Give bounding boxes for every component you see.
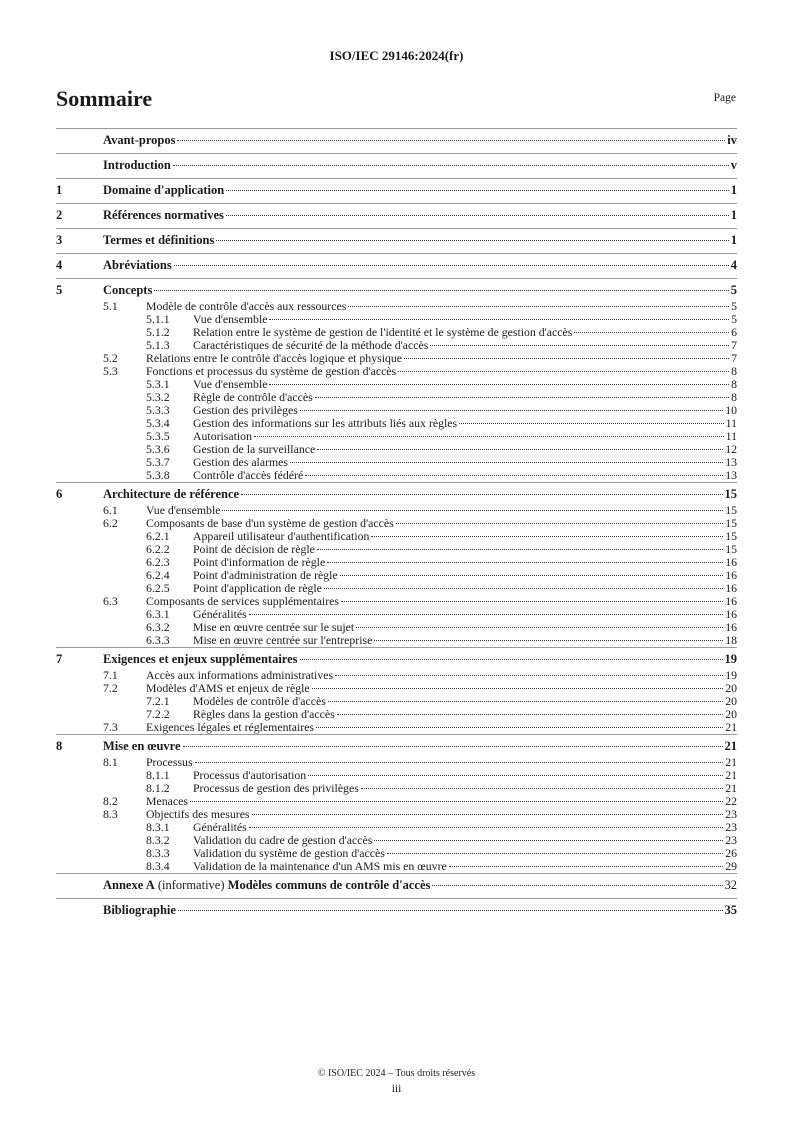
page-title: Sommaire	[56, 86, 153, 111]
toc-entry-page: 11	[725, 416, 737, 430]
toc-entry-number: 6.1	[103, 503, 118, 517]
toc-entry-number: 8.2	[103, 794, 118, 808]
dot-leader	[290, 462, 723, 463]
toc-entry-number: 4	[56, 258, 63, 272]
dot-leader	[335, 675, 723, 676]
dot-leader	[174, 265, 729, 266]
toc-entry-page: 16	[725, 620, 737, 634]
toc-entry-title: Appareil utilisateur d'authentification	[193, 529, 370, 543]
toc-entry-page: 15	[724, 487, 737, 501]
toc-entry-number: 5.1.2	[146, 325, 170, 339]
toc-entry-number: 8.1.1	[146, 768, 170, 782]
dot-leader	[269, 319, 729, 320]
annex-label: Annexe A	[103, 878, 155, 892]
dot-leader	[404, 358, 729, 359]
table-of-contents	[56, 124, 737, 923]
dot-leader	[449, 866, 723, 867]
toc-entry-number: 5.3.1	[146, 377, 170, 391]
toc-entry-page: 15	[725, 529, 737, 543]
toc-entry-number: 7.3	[103, 720, 118, 734]
dot-leader	[300, 410, 723, 411]
toc-entry-title: Mise en œuvre centrée sur le sujet	[193, 620, 355, 634]
toc-entry-title: Avant-propos	[103, 133, 176, 147]
toc-entry-number: 8.3.4	[146, 859, 170, 873]
toc-entry-page: 15	[725, 516, 737, 530]
toc-entry-number: 6.2.3	[146, 555, 170, 569]
dot-leader	[328, 701, 723, 702]
toc-entry-title: Validation de la maintenance d'un AMS mis en œuvre	[193, 859, 447, 873]
page-column-label: Page	[713, 92, 736, 104]
toc-entry[interactable]	[56, 228, 737, 253]
toc-entry-title: Domaine d'application	[103, 183, 225, 197]
toc-entry-title: Abréviations	[103, 258, 172, 272]
toc-entry-number: 6.3	[103, 594, 118, 608]
annex-title: Modèles communs de contrôle d'accès	[227, 878, 431, 892]
dot-leader	[177, 140, 725, 141]
toc-entry-page: 19	[724, 652, 737, 666]
toc-entry-page: 22	[725, 794, 737, 808]
dot-leader	[226, 190, 729, 191]
toc-entry-title: Relations entre le contrôle d'accès logique et physique	[146, 351, 403, 365]
toc-entry-number: 8.3.2	[146, 833, 170, 847]
toc-entry[interactable]	[56, 860, 737, 873]
toc-entry-page: 5	[730, 283, 737, 297]
dot-leader	[173, 165, 729, 166]
toc-entry-page: 7	[731, 338, 737, 352]
toc-entry-number: 5.1.1	[146, 312, 170, 326]
toc-entry[interactable]	[56, 469, 737, 482]
dot-leader	[430, 345, 729, 346]
toc-entry-title: Processus de gestion des privilèges	[193, 781, 359, 795]
toc-entry-title: Point de décision de règle	[193, 542, 315, 556]
toc-entry-number: 8.3.1	[146, 820, 170, 834]
toc-entry-title: Contrôle d'accès fédéré	[193, 468, 304, 482]
toc-entry-number: 1	[56, 183, 63, 197]
toc-entry-title: Processus	[146, 755, 193, 769]
toc-entry-title: Introduction	[103, 158, 171, 172]
toc-entry[interactable]	[56, 634, 737, 647]
dot-leader	[154, 290, 728, 291]
dot-leader	[337, 714, 724, 715]
toc-entry-page: 26	[725, 846, 737, 860]
toc-entry-title: Composants de services supplémentaires	[146, 594, 339, 608]
toc-entry[interactable]	[56, 253, 737, 278]
dot-leader	[574, 332, 729, 333]
toc-entry-number: 5	[56, 283, 63, 297]
toc-entry-page: 23	[725, 833, 737, 847]
toc-entry-title: Composants de base d'un système de gestion d'accès	[146, 516, 394, 530]
dot-leader	[327, 562, 723, 563]
toc-entry-page: 16	[725, 594, 737, 608]
toc-entry-title: Modèles d'AMS et enjeux de règle	[146, 681, 310, 695]
toc-entry-page: 8	[731, 390, 737, 404]
toc-entry-title: Mise en œuvre	[103, 739, 181, 753]
toc-entry-page: 21	[725, 720, 737, 734]
toc-entry-page: 19	[725, 668, 737, 682]
toc-entry-number: 5.3.7	[146, 455, 170, 469]
toc-entry-page: 13	[725, 468, 737, 482]
toc-entry-page: 4	[730, 258, 737, 272]
copyright-notice: © ISO/IEC 2024 – Tous droits réservés	[317, 1068, 476, 1079]
toc-entry-title: Point d'administration de règle	[193, 568, 338, 582]
toc-entry-title: Point d'application de règle	[193, 581, 322, 595]
toc-entry-number: 5.3	[103, 364, 118, 378]
toc-entry-title: Fonctions et processus du système de gestion d'accès	[146, 364, 397, 378]
toc-entry-title: Références normatives	[103, 208, 224, 222]
toc-entry-page: 10	[725, 403, 737, 417]
toc-entry[interactable]	[56, 721, 737, 734]
dot-leader	[361, 788, 723, 789]
dot-leader	[269, 384, 729, 385]
dot-leader	[222, 510, 723, 511]
toc-entry-page: 20	[725, 707, 737, 721]
dot-leader	[374, 840, 723, 841]
dot-leader	[300, 659, 723, 660]
dot-leader	[387, 853, 723, 854]
toc-entry-title: Modèle de contrôle d'accès aux ressources	[146, 299, 347, 313]
toc-entry-number: 6	[56, 487, 63, 501]
toc-entry-page: 23	[725, 820, 737, 834]
dot-leader	[195, 762, 724, 763]
toc-entry-number: 6.3.1	[146, 607, 170, 621]
toc-entry[interactable]	[56, 153, 737, 178]
toc-entry-page: 11	[725, 429, 737, 443]
toc-entry-title	[103, 878, 430, 893]
toc-entry-title: Point d'information de règle	[193, 555, 326, 569]
toc-entry-number: 5.2	[103, 351, 118, 365]
dot-leader	[317, 449, 723, 450]
toc-entry-title: Objectifs des mesures	[146, 807, 250, 821]
toc-entry[interactable]	[56, 873, 737, 898]
toc-entry-number: 8	[56, 739, 63, 753]
toc-entry-title: Gestion des alarmes	[193, 455, 289, 469]
toc-entry-page: 5	[731, 299, 737, 313]
toc-entry-title: Validation du système de gestion d'accès	[193, 846, 385, 860]
toc-entry-title: Relation entre le système de gestion de l'identité et le système de gestion d'accès	[193, 325, 573, 339]
dot-leader	[374, 640, 723, 641]
toc-entry-page: 8	[731, 364, 737, 378]
toc-entry-page: 16	[725, 581, 737, 595]
page-number: iii	[391, 1083, 402, 1095]
toc-entry-number: 6.2.2	[146, 542, 170, 556]
toc-entry-number: 7.2	[103, 681, 118, 695]
toc-entry-number: 2	[56, 208, 63, 222]
toc-entry-title: Vue d'ensemble	[193, 377, 268, 391]
dot-leader	[396, 523, 724, 524]
toc-entry-title: Exigences et enjeux supplémentaires	[103, 652, 298, 666]
toc-entry-title: Autorisation	[193, 429, 252, 443]
dot-leader	[249, 614, 723, 615]
toc-entry-page: 16	[725, 555, 737, 569]
toc-entry-number: 5.3.3	[146, 403, 170, 417]
dot-leader	[252, 814, 724, 815]
toc-entry-number: 5.3.4	[146, 416, 170, 430]
toc-entry-title: Généralités	[193, 820, 247, 834]
dot-leader	[249, 827, 723, 828]
toc-entry-page: 13	[725, 455, 737, 469]
toc-entry-number: 6.2.4	[146, 568, 170, 582]
toc-entry[interactable]	[56, 898, 737, 923]
dot-leader	[356, 627, 723, 628]
toc-entry[interactable]	[56, 128, 737, 153]
toc-entry-number: 7.2.2	[146, 707, 170, 721]
toc-entry-page: 21	[725, 768, 737, 782]
toc-entry-title: Validation du cadre de gestion d'accès	[193, 833, 373, 847]
toc-entry-number: 7.1	[103, 668, 118, 682]
toc-entry-title: Bibliographie	[103, 903, 176, 917]
toc-entry-page: 20	[725, 681, 737, 695]
toc-entry-title: Exigences légales et réglementaires	[146, 720, 315, 734]
dot-leader	[305, 475, 723, 476]
toc-entry-page: 16	[725, 568, 737, 582]
dot-leader	[324, 588, 723, 589]
dot-leader	[316, 727, 723, 728]
dot-leader	[371, 536, 723, 537]
toc-entry-page: 18	[725, 633, 737, 647]
toc-entry-number: 5.3.5	[146, 429, 170, 443]
toc-entry-page: 35	[724, 903, 737, 917]
toc-entry-number: 6.2	[103, 516, 118, 530]
toc-entry-number: 8.3	[103, 807, 118, 821]
toc-entry-title: Processus d'autorisation	[193, 768, 307, 782]
toc-entry[interactable]	[56, 178, 737, 203]
dot-leader	[226, 215, 729, 216]
toc-entry-page: 21	[725, 781, 737, 795]
toc-entry-number: 3	[56, 233, 63, 247]
toc-entry-page: 32	[724, 878, 737, 892]
dot-leader	[190, 801, 723, 802]
toc-entry-page: 15	[725, 503, 737, 517]
toc-entry-number: 5.3.6	[146, 442, 170, 456]
toc-entry-title: Menaces	[146, 794, 188, 808]
toc-entry-page: v	[730, 158, 737, 172]
toc-entry-title: Termes et définitions	[103, 233, 215, 247]
dot-leader	[216, 240, 728, 241]
toc-entry-title: Modèles de contrôle d'accès	[193, 694, 326, 708]
annex-type: (informative)	[157, 878, 225, 892]
toc-entry-page: 12	[725, 442, 737, 456]
toc-entry-page: 23	[725, 807, 737, 821]
toc-entry-number: 6.3.3	[146, 633, 170, 647]
toc-entry-number: 6.2.1	[146, 529, 170, 543]
toc-entry-title: Accès aux informations administratives	[146, 668, 334, 682]
toc-entry-title: Concepts	[103, 283, 153, 297]
toc-entry-title: Gestion des informations sur les attributs liés aux règles	[193, 416, 458, 430]
dot-leader	[317, 549, 723, 550]
toc-entry-title: Règle de contrôle d'accès	[193, 390, 313, 404]
toc-entry-number: 8.1.2	[146, 781, 170, 795]
document-header: ISO/IEC 29146:2024(fr)	[329, 48, 464, 63]
dot-leader	[178, 910, 723, 911]
toc-entry-title: Gestion de la surveillance	[193, 442, 316, 456]
toc-entry-page: 8	[731, 377, 737, 391]
toc-entry-title: Règles dans la gestion d'accès	[193, 707, 335, 721]
toc-entry-number: 7	[56, 652, 63, 666]
toc-entry[interactable]	[56, 203, 737, 228]
toc-entry-number: 6.3.2	[146, 620, 170, 634]
toc-entry-page: 1	[730, 208, 737, 222]
dot-leader	[340, 575, 724, 576]
toc-entry-page: 29	[725, 859, 737, 873]
toc-entry-title: Mise en œuvre centrée sur l'entreprise	[193, 633, 373, 647]
toc-entry-title: Vue d'ensemble	[193, 312, 268, 326]
toc-entry-page: 16	[725, 607, 737, 621]
dot-leader	[315, 397, 729, 398]
toc-entry-number: 5.3.2	[146, 390, 170, 404]
dot-leader	[459, 423, 724, 424]
toc-entry-number: 5.1	[103, 299, 118, 313]
toc-entry-title: Généralités	[193, 607, 247, 621]
toc-entry-page: 7	[731, 351, 737, 365]
dot-leader	[432, 885, 722, 886]
toc-entry-title: Gestion des privilèges	[193, 403, 298, 417]
toc-entry-number: 7.2.1	[146, 694, 170, 708]
toc-entry-number: 8.3.3	[146, 846, 170, 860]
dot-leader	[312, 688, 724, 689]
toc-entry-page: 6	[731, 325, 737, 339]
dot-leader	[341, 601, 723, 602]
dot-leader	[254, 436, 724, 437]
dot-leader	[183, 746, 723, 747]
dot-leader	[348, 306, 729, 307]
toc-entry-page: 1	[730, 183, 737, 197]
toc-entry-page: 21	[725, 755, 737, 769]
toc-entry-title: Architecture de référence	[103, 487, 240, 501]
toc-entry-page: 1	[730, 233, 737, 247]
dot-leader	[398, 371, 729, 372]
toc-entry-page: 15	[725, 542, 737, 556]
toc-entry-number: 5.1.3	[146, 338, 170, 352]
toc-entry-page: 5	[731, 312, 737, 326]
dot-leader	[241, 494, 722, 495]
toc-entry-number: 8.1	[103, 755, 118, 769]
toc-entry-page: iv	[727, 133, 737, 147]
toc-entry-number: 5.3.8	[146, 468, 170, 482]
toc-entry-page: 21	[724, 739, 737, 753]
toc-entry-number: 6.2.5	[146, 581, 170, 595]
toc-entry-title: Caractéristiques de sécurité de la méthode d'accès	[193, 338, 429, 352]
toc-entry-page: 20	[725, 694, 737, 708]
dot-leader	[308, 775, 723, 776]
toc-entry-title: Vue d'ensemble	[146, 503, 221, 517]
